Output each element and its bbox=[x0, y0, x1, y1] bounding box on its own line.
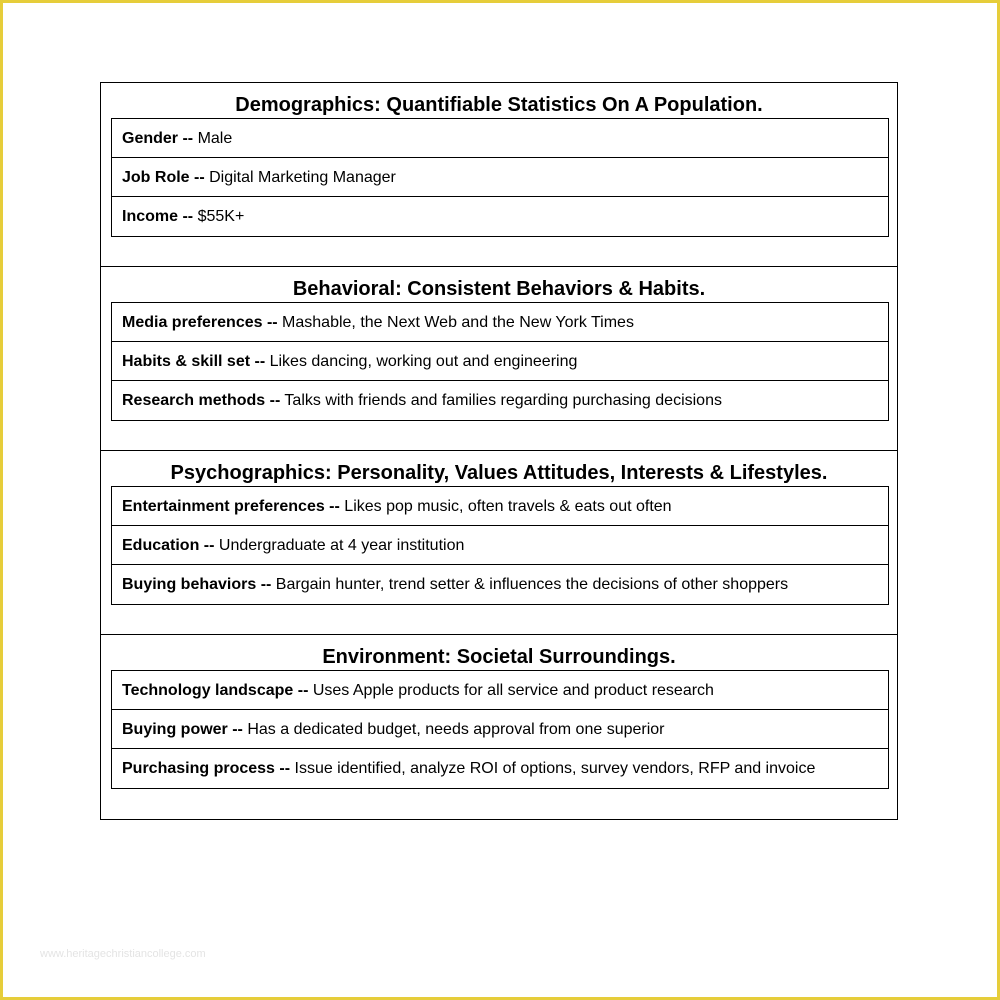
row-value: Mashable, the Next Web and the New York Times bbox=[277, 314, 634, 331]
row-value: Has a dedicated budget, needs approval from one superior bbox=[242, 721, 665, 738]
section-rows bbox=[111, 486, 889, 605]
section-environment bbox=[101, 635, 897, 819]
row-value: Undergraduate at 4 year institution bbox=[214, 537, 465, 554]
row-value: Uses Apple products for all service and product research bbox=[308, 682, 714, 699]
section-title: Psychographics: Personality, Values Attitudes, Interests & Lifestyles. bbox=[170, 462, 828, 484]
section-title: Environment: Societal Surroundings. bbox=[322, 646, 676, 668]
row-label: Buying power -- bbox=[122, 721, 243, 738]
row-label: Job Role -- bbox=[122, 169, 205, 186]
row-label: Technology landscape -- bbox=[122, 682, 309, 699]
persona-document bbox=[100, 82, 898, 820]
row-habits-skill-set bbox=[112, 342, 888, 381]
row-media-preferences bbox=[112, 303, 888, 342]
row-value: Bargain hunter, trend setter & influences the decisions of other shoppers bbox=[271, 576, 789, 593]
row-label: Education -- bbox=[122, 537, 215, 554]
section-rows bbox=[111, 118, 889, 237]
row-label: Habits & skill set -- bbox=[122, 353, 266, 370]
row-value: Male bbox=[193, 130, 233, 147]
row-gender bbox=[112, 119, 888, 158]
row-research-methods bbox=[112, 381, 888, 420]
row-label: Entertainment preferences -- bbox=[122, 498, 340, 515]
row-value: Likes pop music, often travels & eats out often bbox=[339, 498, 672, 515]
section-psychographics bbox=[101, 451, 897, 635]
row-value: Digital Marketing Manager bbox=[204, 169, 396, 186]
row-label: Purchasing process -- bbox=[122, 760, 291, 777]
row-value: Issue identified, analyze ROI of options, survey vendors, RFP and invoice bbox=[290, 760, 816, 777]
section-rows bbox=[111, 302, 889, 421]
row-value: Talks with friends and families regarding purchasing decisions bbox=[280, 392, 722, 409]
watermark-text: www.heritagechristiancollege.com bbox=[40, 948, 206, 960]
row-buying-behaviors bbox=[112, 565, 888, 604]
section-rows bbox=[111, 670, 889, 789]
row-education bbox=[112, 526, 888, 565]
row-label: Media preferences -- bbox=[122, 314, 278, 331]
row-label: Gender -- bbox=[122, 130, 194, 147]
row-label: Buying behaviors -- bbox=[122, 576, 272, 593]
row-technology-landscape bbox=[112, 671, 888, 710]
section-title: Demographics: Quantifiable Statistics On A Population. bbox=[235, 94, 763, 116]
row-buying-power bbox=[112, 710, 888, 749]
row-label: Income -- bbox=[122, 208, 194, 225]
row-label: Research methods -- bbox=[122, 392, 281, 409]
row-entertainment-preferences bbox=[112, 487, 888, 526]
section-behavioral bbox=[101, 267, 897, 451]
row-value: Likes dancing, working out and engineering bbox=[265, 353, 578, 370]
section-demographics bbox=[101, 83, 897, 267]
row-value: $55K+ bbox=[193, 208, 245, 225]
row-purchasing-process bbox=[112, 749, 888, 788]
row-job-role bbox=[112, 158, 888, 197]
section-title: Behavioral: Consistent Behaviors & Habits. bbox=[292, 278, 706, 300]
row-income bbox=[112, 197, 888, 236]
